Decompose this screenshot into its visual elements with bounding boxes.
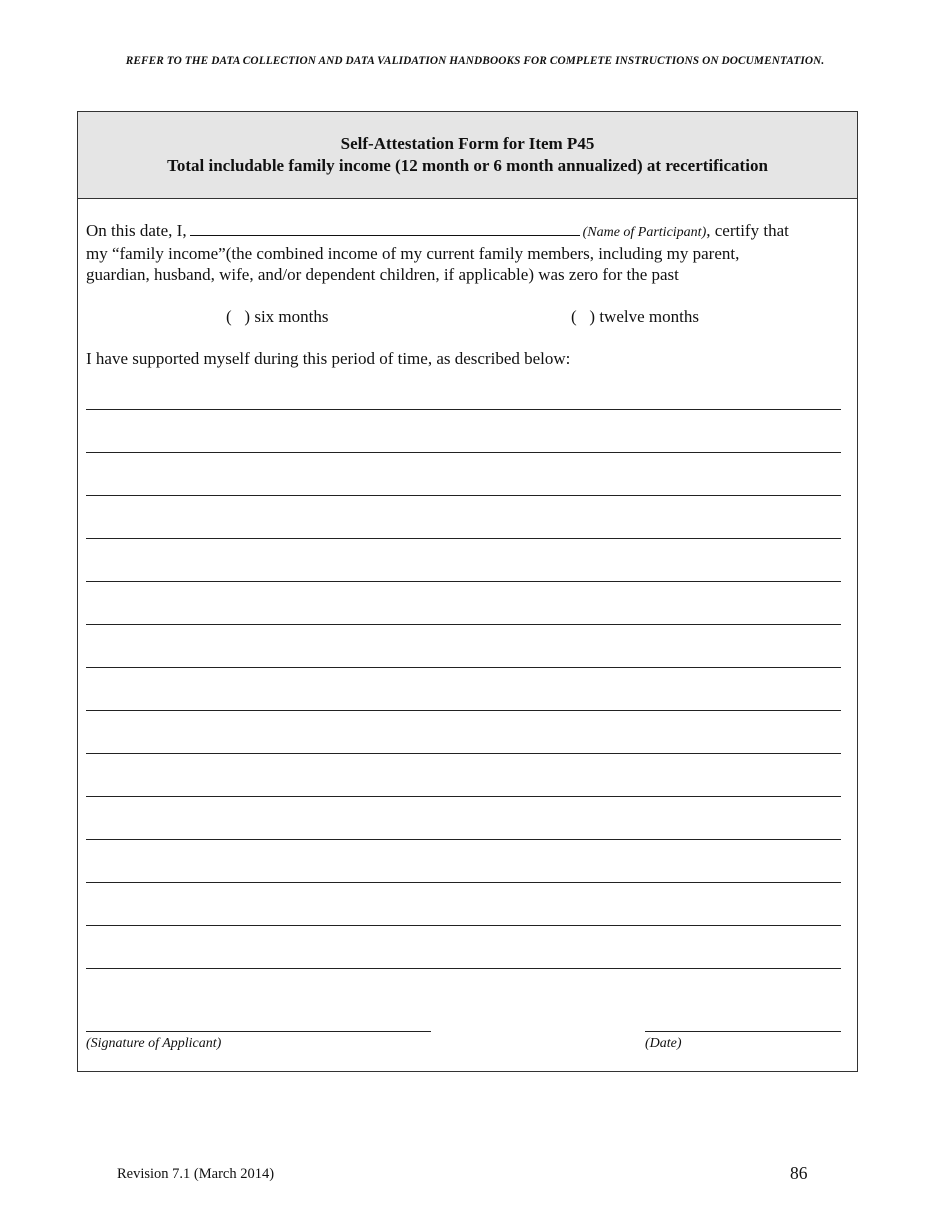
support-description-line[interactable] xyxy=(86,495,841,496)
six-months-checkbox[interactable]: ( xyxy=(226,307,232,326)
form-subtitle: Total includable family income (12 month or 6 month annualized) at recertification xyxy=(167,156,768,175)
twelve-months-checkbox[interactable]: ( xyxy=(571,307,577,326)
participant-name-hint: (Name of Participant) xyxy=(582,225,707,240)
support-statement: I have supported myself during this period of time, as described below: xyxy=(86,349,571,368)
support-description-line[interactable] xyxy=(86,409,841,410)
support-description-line[interactable] xyxy=(86,452,841,453)
date-field[interactable] xyxy=(645,1031,841,1032)
six-months-label: ) six months xyxy=(244,307,329,326)
participant-name-field[interactable] xyxy=(190,220,580,236)
six-months-option[interactable] xyxy=(226,307,328,327)
support-description-line[interactable] xyxy=(86,624,841,625)
certify-suffix: , certify that xyxy=(706,221,789,240)
page-number: 86 xyxy=(790,1163,808,1183)
certification-line-3: guardian, husband, wife, and/or dependent children, if applicable) was zero for the past xyxy=(86,265,679,284)
revision-label: Revision 7.1 (March 2014) xyxy=(117,1166,275,1182)
support-description-line[interactable] xyxy=(86,925,841,926)
support-description-line[interactable] xyxy=(86,753,841,754)
form-header xyxy=(78,112,857,199)
support-description-line[interactable] xyxy=(86,968,841,969)
certify-prefix: On this date, I, xyxy=(86,221,187,240)
support-description-line[interactable] xyxy=(86,882,841,883)
support-description-line[interactable] xyxy=(86,667,841,668)
date-label: (Date) xyxy=(645,1036,682,1051)
certification-line-2: my “family income”(the combined income of my current family members, including my parent, xyxy=(86,244,740,263)
support-description-line[interactable] xyxy=(86,796,841,797)
twelve-months-option[interactable] xyxy=(571,307,699,327)
support-description-line[interactable] xyxy=(86,581,841,582)
handbook-notice: REFER TO THE DATA COLLECTION AND DATA VALIDATION HANDBOOKS FOR COMPLETE INSTRUCTIONS ON DOCUMENTATION. xyxy=(125,55,825,67)
support-description-line[interactable] xyxy=(86,538,841,539)
signature-label: (Signature of Applicant) xyxy=(86,1036,222,1051)
self-attestation-form xyxy=(77,111,858,1072)
certification-line-1 xyxy=(86,220,846,243)
signature-field[interactable] xyxy=(86,1031,431,1032)
form-title: Self-Attestation Form for Item P45 xyxy=(340,134,595,153)
support-description-line[interactable] xyxy=(86,710,841,711)
twelve-months-label: ) twelve months xyxy=(589,307,699,326)
certification-statement xyxy=(86,220,846,285)
support-description-line[interactable] xyxy=(86,839,841,840)
